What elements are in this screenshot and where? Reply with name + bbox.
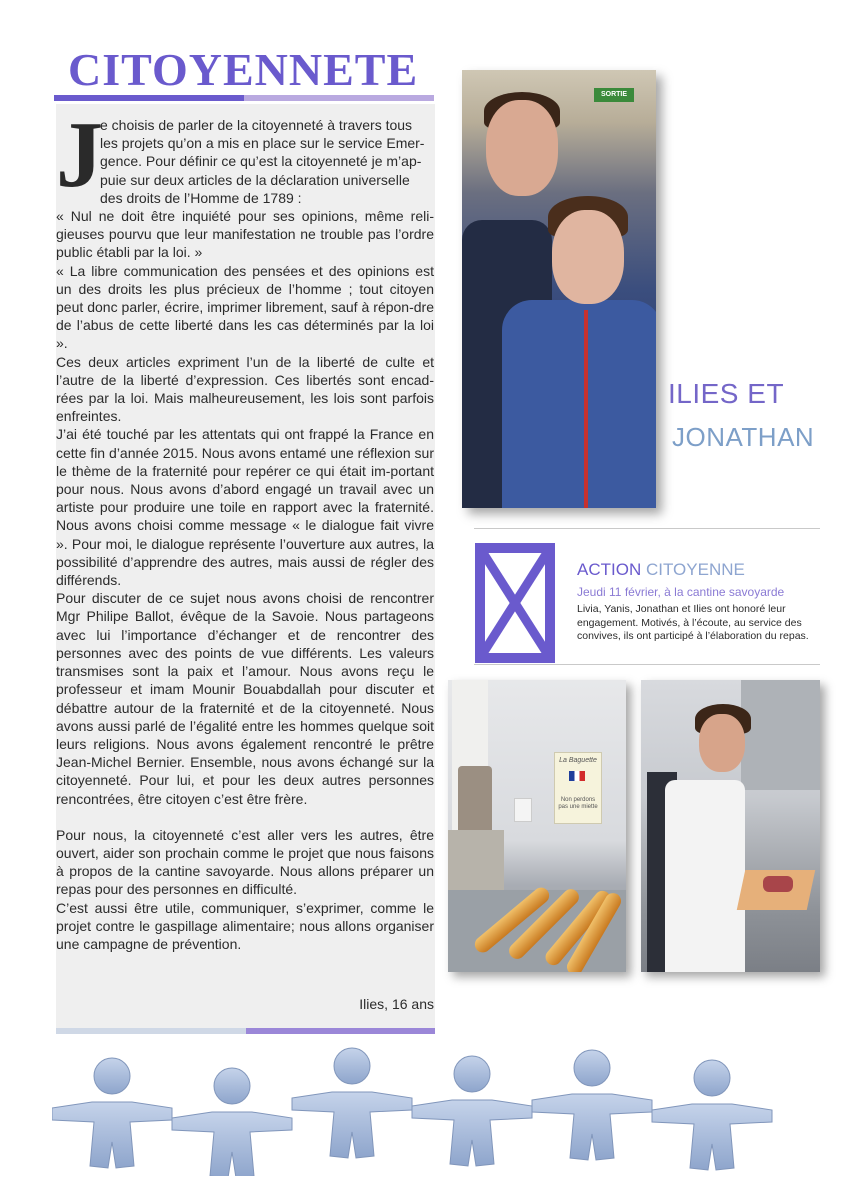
action-date: Jeudi 11 février, à la cantine savoyarde — [577, 585, 785, 599]
divider — [474, 528, 820, 529]
action-heading — [577, 560, 745, 580]
photo-student-cooking — [641, 680, 820, 972]
intro-line: e choisis de parler de la citoyenneté à travers tous — [100, 117, 413, 133]
paper-people-chain-icon — [52, 1036, 832, 1176]
names-line-2: JONATHAN — [672, 422, 815, 452]
photo-kitchen-baguettes — [448, 680, 626, 972]
article-paragraph: J’ai été touché par les attentats qui ont frappé la France en cette fin d’année 2015. Nous avons entamé une réflexion sur le thème de la fraternité pour repérer ce qui était im-portant pour nous. Nous avons d’abord engagé un travail avec un artiste pour produire une toile en rapport avec la fraternité. Nous avons choisi comme message « le dialogue fait vivre ». Pour moi, le dialogue représente l’ouverture aux autres, la possibilité d’apprendre des autres, mais aussi de régler des différends. — [56, 426, 434, 589]
photo-detail — [514, 798, 532, 822]
article-paragraph: Ces deux articles expriment l’un de la liberté de culte et l’autre de la liberté d’expression. Ces libertés sont encad-rées par la loi. Mais malheureusement, les lois sont parfois enfreintes. — [56, 353, 434, 425]
article-paragraph: « Nul ne doit être inquiété pour ses opinions, même reli-gieuses pourvu que leur manifestation ne trouble pas l’ordre public établi par la loi. » — [56, 208, 434, 261]
article-paragraph: C’est aussi être utile, communiquer, s’exprimer, comme le projet contre le gaspillage alimentaire; nous allons organiser une campagne de prévention. — [56, 899, 434, 952]
photo-detail — [741, 680, 820, 790]
crossed-box-logo-icon — [474, 542, 556, 664]
action-description: Livia, Yanis, Jonathan et Ilies ont honoré leur engagement. Motivés, à l’écoute, au service des convives, ils ont participé à l’élaboration du repas. — [577, 603, 809, 642]
photo-figure — [502, 300, 656, 508]
intro-line: des droits de l’Homme de 1789 : — [100, 189, 302, 206]
photo-two-students — [462, 70, 656, 508]
author-signature: Ilies, 16 ans — [359, 996, 434, 1012]
article-paragraph: « La libre communication des pensées et des opinions est un des droits les plus précieux de l’homme ; tout citoyen peut donc parler, écrire, imprimer librement, sauf à répon-dre de l’abus de cette liberté dans les cas déterminés par la loi ». — [56, 262, 434, 352]
article-footer-bar-right — [246, 1028, 435, 1034]
article-paragraph: Pour nous, la citoyenneté c’est aller vers les autres, être ouvert, aider son prochain comme le projet que nous faisons à propos de la cantine savoyarde. Nous allons préparer un repas pour des personnes en difficulté. — [56, 826, 434, 898]
intro-line: gence. Pour définir ce qu’est la citoyenneté je m’ap- — [100, 153, 422, 170]
photo-detail — [763, 876, 793, 892]
baguette-poster — [554, 752, 602, 824]
title-underline-left — [54, 95, 244, 101]
flag-icon — [569, 771, 585, 781]
exit-sign: SORTIE — [594, 88, 634, 102]
photo-figure — [552, 210, 624, 304]
dropcap-letter: J — [56, 103, 103, 207]
action-title-light: CITOYENNE — [645, 560, 745, 579]
names-line-1: ILIES ET — [668, 378, 785, 409]
intro-line: les projets qu’on a mis en place sur le service Emer- — [100, 135, 425, 152]
intro-line: puie sur deux articles de la déclaration universelle — [100, 171, 410, 188]
photo-figure — [486, 100, 558, 196]
photo-detail — [665, 780, 745, 972]
photo-figure — [584, 310, 588, 508]
article-body — [56, 116, 434, 953]
page-title: CITOYENNETE — [68, 44, 419, 95]
title-underline-right — [244, 95, 434, 101]
paragraph-gap — [56, 808, 434, 826]
photo-detail — [699, 714, 745, 772]
article-paragraph: Pour discuter de ce sujet nous avons choisi de rencontrer Mgr Philipe Ballot, évêque de la Savoie. Nous partageons avec lui l’importance d’échanger et de rencontrer des personnes avec des points de vue différents. Les valeurs transmises sont la paix et l’amour. Nous avons reçu le professeur et imam Mounir Bouabdallah pour discuter et débattre autour de la fraternité et de la citoyenneté. Nous avons aussi parlé de l’égalité entre les hommes quelque soit leurs religions. Nous avons également rencontré le prêtre Jean-Michel Bernier. Ensemble, nous avons échangé sur la citoyenneté. Pour lui, et pour les deux autres personnes rencontrées, être citoyen c’est être frère. — [56, 590, 434, 807]
poster-title: La Baguette — [559, 757, 597, 764]
action-title-strong: ACTION — [577, 560, 642, 579]
divider — [474, 664, 820, 665]
poster-slogan: Non perdons pas une miette — [558, 797, 598, 810]
article-footer-bar-left — [56, 1028, 246, 1034]
